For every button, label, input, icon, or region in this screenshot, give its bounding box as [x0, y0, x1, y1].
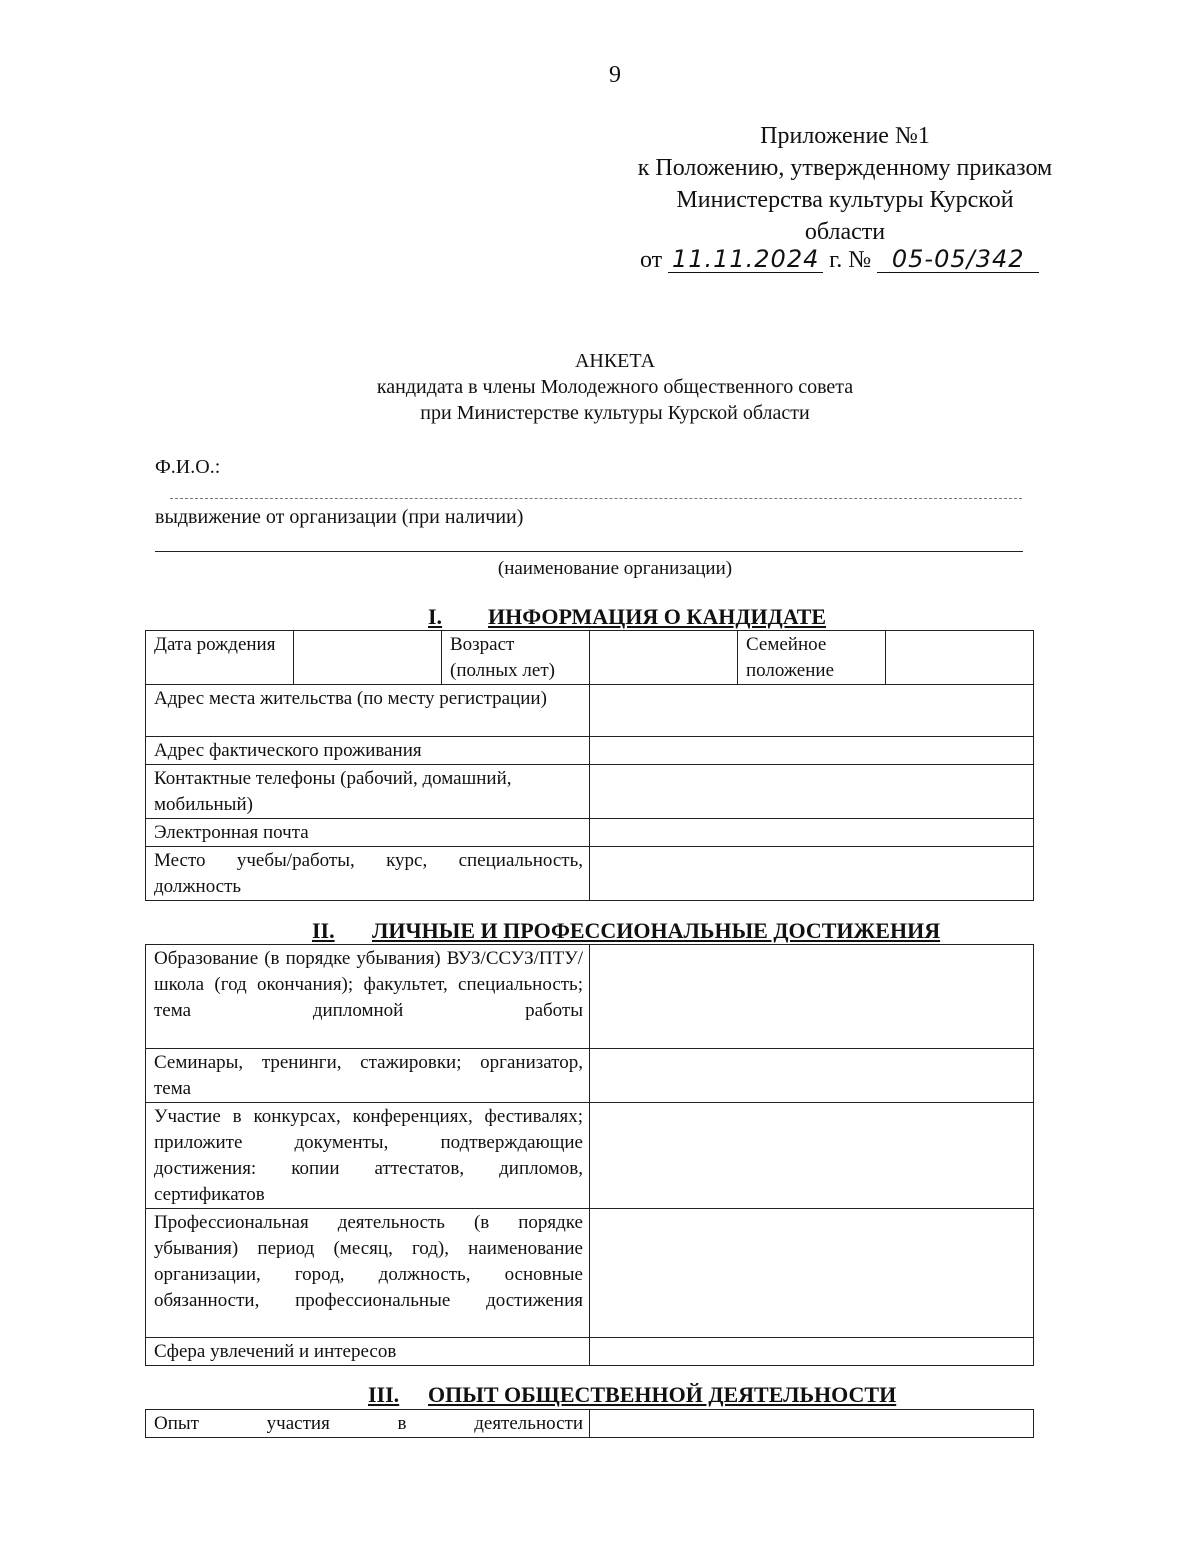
- form-title-line: при Министерстве культуры Курской области: [420, 402, 810, 424]
- fio-label: Ф.И.О.:: [155, 456, 221, 478]
- registration-address-value[interactable]: [590, 685, 1034, 737]
- form-title: [0, 348, 1200, 426]
- candidate-info-table: [145, 630, 1034, 901]
- section-title: ИНФОРМАЦИЯ О КАНДИДАТЕ: [488, 604, 827, 629]
- from-label: от: [640, 247, 663, 273]
- organization-caption: (наименование организации): [497, 558, 733, 579]
- organization-underline: [155, 551, 1023, 552]
- section-title: ЛИЧНЫЕ И ПРОФЕССИОНАЛЬНЫЕ ДОСТИЖЕНИЯ: [372, 918, 941, 943]
- public-activity-label: Опыт участия в деятельности: [146, 1410, 590, 1438]
- actual-address-label: Адрес фактического проживания: [146, 737, 590, 765]
- public-activity-value[interactable]: [590, 1410, 1034, 1438]
- email-value[interactable]: [590, 819, 1034, 847]
- birth-date-value[interactable]: [294, 631, 442, 685]
- appendix-header: [620, 120, 1070, 248]
- nomination-label: выдвижение от организации (при наличии): [155, 506, 524, 528]
- public-activity-table: [145, 1409, 1034, 1438]
- study-work-label: Место учебы/работы, курс, специальность, должность: [146, 847, 590, 901]
- hobbies-value[interactable]: [590, 1338, 1034, 1366]
- order-number: 05-05/342: [877, 246, 1039, 273]
- contests-label: Участие в конкурсах, конференциях, фестивалях; приложите документы, подтверждающие достижения: копии аттестатов, дипломов, сертификатов: [146, 1103, 590, 1209]
- age-label: Возраст (полных лет): [442, 631, 590, 685]
- order-date: 11.11.2024: [668, 246, 823, 273]
- birth-date-label: Дата рождения: [146, 631, 294, 685]
- email-label: Электронная почта: [146, 819, 590, 847]
- phones-value[interactable]: [590, 765, 1034, 819]
- section-number: III.: [368, 1382, 400, 1407]
- phones-label: Контактные телефоны (рабочий, домашний, мобильный): [146, 765, 590, 819]
- appendix-line: Министерства культуры Курской: [676, 187, 1014, 213]
- section-number: II.: [312, 918, 335, 943]
- age-value[interactable]: [590, 631, 738, 685]
- order-reference: [640, 246, 1039, 274]
- appendix-line: к Положению, утвержденному приказом: [637, 155, 1053, 181]
- marital-status-value[interactable]: [886, 631, 1034, 685]
- fio-underline: [170, 498, 1022, 499]
- marital-status-label: Семейное положение: [738, 631, 886, 685]
- contests-value[interactable]: [590, 1103, 1034, 1209]
- seminars-value[interactable]: [590, 1049, 1034, 1103]
- professional-activity-value[interactable]: [590, 1209, 1034, 1338]
- section-2-heading: [312, 918, 940, 944]
- section-3-heading: [368, 1382, 896, 1408]
- seminars-label: Семинары, тренинги, стажировки; организатор, тема: [146, 1049, 590, 1103]
- section-title: ОПЫТ ОБЩЕСТВЕННОЙ ДЕЯТЕЛЬНОСТИ: [428, 1382, 897, 1407]
- professional-activity-label: Профессиональная деятельность (в порядке убывания) период (месяц, год), наименование организации, город, должность, основные обязанности, профессиональные достижения: [146, 1209, 590, 1338]
- education-label: Образование (в порядке убывания) ВУЗ/ССУЗ/ПТУ/школа (год окончания); факультет, специальность; тема дипломной работы: [146, 945, 590, 1049]
- appendix-line: области: [804, 219, 886, 245]
- page-number: 9: [609, 62, 621, 88]
- section-number: I.: [428, 604, 443, 629]
- study-work-value[interactable]: [590, 847, 1034, 901]
- form-title-main: АНКЕТА: [574, 350, 656, 372]
- year-number-label: г. №: [829, 247, 872, 273]
- achievements-table: [145, 944, 1034, 1366]
- appendix-line: Приложение №1: [760, 123, 930, 149]
- form-title-line: кандидата в члены Молодежного общественного совета: [376, 376, 854, 398]
- actual-address-value[interactable]: [590, 737, 1034, 765]
- section-1-heading: [428, 604, 826, 630]
- hobbies-label: Сфера увлечений и интересов: [146, 1338, 590, 1366]
- education-value[interactable]: [590, 945, 1034, 1049]
- registration-address-label: Адрес места жительства (по месту регистрации): [146, 685, 590, 737]
